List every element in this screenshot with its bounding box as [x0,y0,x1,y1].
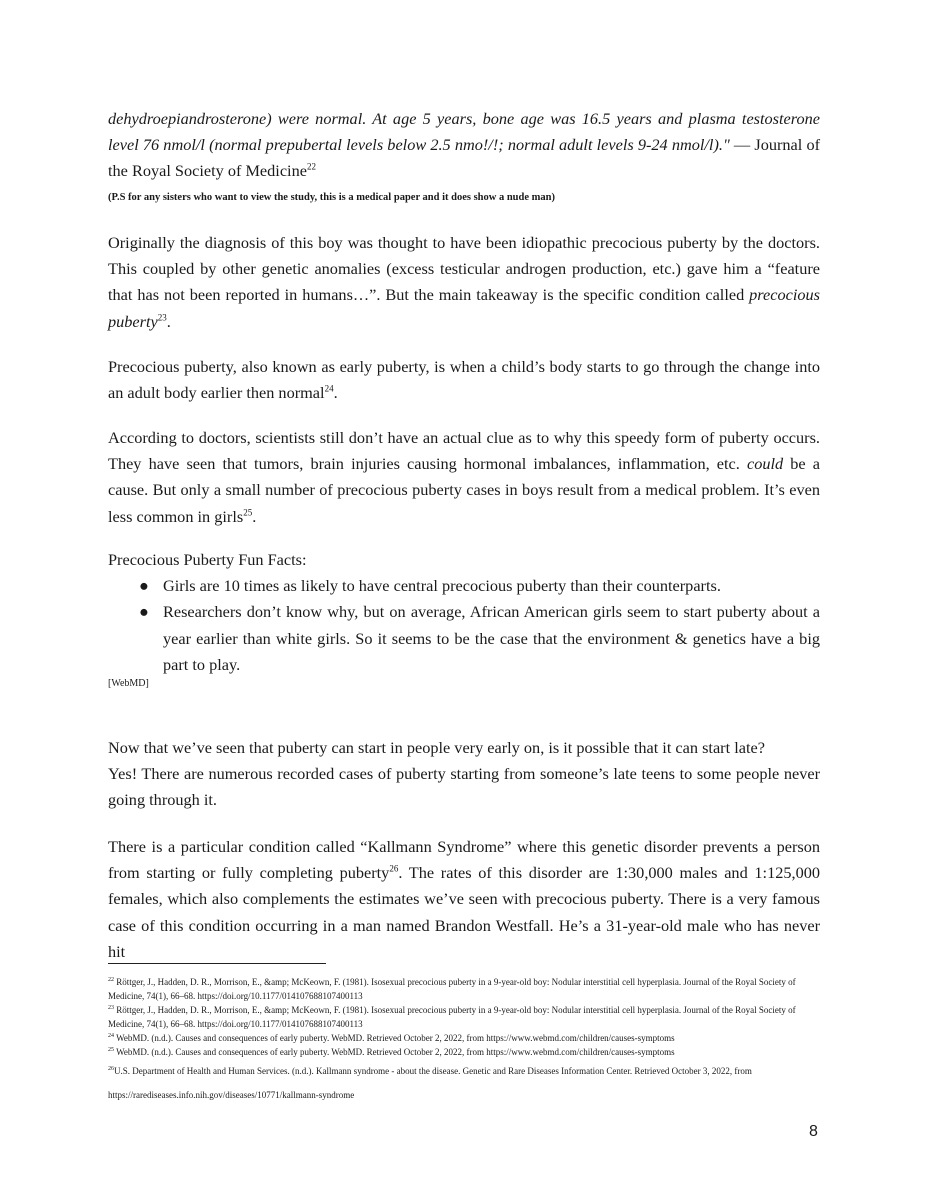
footnote-divider [108,963,326,964]
footnote-ref-23: 23 [157,312,167,323]
source-label: [WebMD] [108,678,149,690]
footnote-number: 24 [108,1033,114,1039]
ps-note: (P.S for any sisters who want to view the study, this is a medical paper and it does show a nude man) [108,191,555,203]
italic-term: could [746,454,784,474]
paragraph-text [108,425,820,530]
footnote-text: U.S. Department of Health and Human Services. (n.d.). Kallmann syndrome - about the disease. Genetic and Rare Diseases Information Center. Retrieved October 3, 2022, from https://rarediseases.info.nih.gov/diseases/10771/kallmann-syndrome [108,1066,752,1100]
paragraph-body: Precocious puberty, also known as early puberty, is when a child’s body starts to go through the change into an adult body earlier then normal [108,357,820,403]
paragraph-line: Now that we’ve seen that puberty can start in people very early on, is it possible that it can start late? [108,738,765,757]
sentence-end: . [166,311,171,331]
paragraph-body: Originally the diagnosis of this boy was thought to have been idiopathic precocious puberty by the doctors. This coupled by other genetic anomalies (excess testicular androgen production, etc.) gave him a “feature that has not been reported in humans…”. But the main takeaway is the specific condition called [108,233,820,305]
sentence-end: . [333,383,338,403]
footnote-text: WebMD. (n.d.). Causes and consequences of early puberty. WebMD. Retrieved October 2, 2022, from https://www.webmd.com/children/causes-symptoms [114,1033,675,1043]
paragraph-line: Yes! There are numerous recorded cases of puberty starting from someone’s late teens to some people never going through it. [108,764,820,810]
sentence-end: . [252,506,257,526]
paragraph-body-cont: be a cause. But only a small number of precocious puberty cases in boys result from a medical problem. It’s even less common in girls [108,454,820,526]
quote-italic: dehydroepiandrosterone) were normal. At age 5 years, bone age was 16.5 years and plasma testosterone level 76 nmol/l (normal prepubertal levels below 2.5 nmo!/!; normal adult levels 9-24 nmol/l)." [108,109,820,155]
footnote-text: Röttger, J., Hadden, D. R., Morrison, E., &amp; McKeown, F. (1981). Isosexual precocious puberty in a 9-year-old boy: Nodular interstitial cell hyperplasia. Journal of the Royal Society of Medicine, 74(1), 66–68. https://doi.org/10.1177/014107688107400113 [108,977,796,1002]
paragraph-text [108,230,820,335]
bullet-icon: ● [139,576,149,596]
paragraph-body: There is a particular condition called “Kallmann Syndrome” where this genetic disorder prevents a person from starting or fully completing puberty [108,837,820,883]
list-item-text: Researchers don’t know why, but on average, African American girls seem to start puberty about a year earlier than white girls. So it seems to be the case that the environment & genetics have a big part to play. [163,602,820,674]
footnote-number: 22 [108,977,114,983]
footnote-24 [108,1031,820,1045]
list-item-text: Girls are 10 times as likely to have central precocious puberty than their counterparts. [163,576,721,596]
footnote-25 [108,1045,820,1059]
footnote-text: WebMD. (n.d.). Causes and consequences of early puberty. WebMD. Retrieved October 2, 2022, from https://www.webmd.com/children/causes-symptoms [114,1047,675,1057]
paragraph-body: According to doctors, scientists still don’t have an actual clue as to why this speedy form of puberty occurs. They have seen that tumors, brain injuries causing hormonal imbalances, inflammation, etc. [108,428,820,474]
footnote-ref-25: 25 [243,507,253,518]
page-number: 8 [809,1123,818,1140]
bullet-icon: ● [139,602,149,622]
quote-block [108,106,820,205]
fun-facts-heading: Precocious Puberty Fun Facts: [108,550,307,569]
quote-paragraph [108,106,820,185]
footnote-number: 26 [108,1066,114,1072]
paragraph-late-puberty [108,735,820,814]
fun-facts-list [108,573,820,678]
quote-attribution: — Journal of the Royal Society of Medicine [108,135,821,181]
paragraph-kallmann [108,834,820,965]
footnote-text: Röttger, J., Hadden, D. R., Morrison, E., &amp; McKeown, F. (1981). Isosexual precocious puberty in a 9-year-old boy: Nodular interstitial cell hyperplasia. Journal of the Royal Society of Medicine, 74(1), 66–68. https://doi.org/10.1177/014107688107400113 [108,1005,796,1030]
fun-facts-section [108,547,820,689]
italic-term: precocious puberty [108,285,820,331]
paragraph-causes [108,425,820,530]
paragraph-diagnosis [108,230,820,335]
footnote-26 [108,1059,820,1107]
footnote-ref-24: 24 [324,383,334,394]
paragraph-text [108,834,820,965]
footnote-22 [108,975,820,1003]
footnote-ref-26: 26 [389,863,399,874]
footnote-number: 25 [108,1047,114,1053]
paragraph-definition [108,354,820,406]
footnote-23 [108,1003,820,1031]
paragraph-text [108,354,820,406]
list-item [108,599,820,678]
list-item [108,573,820,599]
footnote-ref-22: 22 [306,161,316,172]
footnote-number: 23 [108,1005,114,1011]
paragraph-body-cont: . The rates of this disorder are 1:30,000 males and 1:125,000 females, which also complements the estimates we’ve seen with precocious puberty. There is a very famous case of this condition occurring in a man named Brandon Westfall. He’s a 31-year-old male who has never hit [108,863,820,961]
